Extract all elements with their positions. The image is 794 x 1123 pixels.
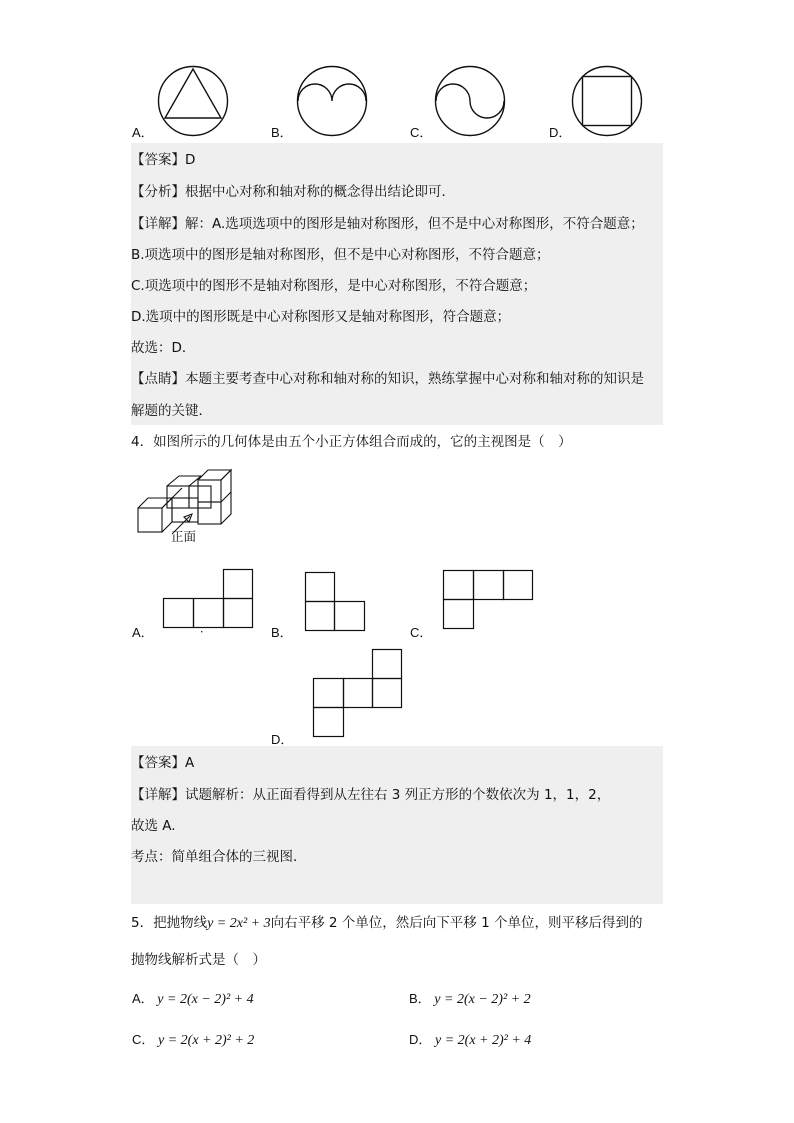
q3-detail-3: C.项选项中的图形不是轴对称图形，是中心对称图形，不符合题意； xyxy=(131,278,537,294)
q4-option-a-label: A． xyxy=(132,625,154,640)
q4-answer: 【答案】A xyxy=(131,755,195,771)
q3-figure-b xyxy=(296,65,368,137)
q5-option-d xyxy=(409,1029,531,1049)
q5-option-a xyxy=(132,988,254,1008)
q5-option-c-label: C． xyxy=(132,1032,155,1047)
q4-detail: 【详解】试题解析：从正面看得到从左往右 3 列正方形的个数依次为 1，1，2， xyxy=(131,787,611,803)
q5-question-line-2: 抛物线解析式是（ ） xyxy=(131,952,266,968)
q3-detail-1: 【详解】解：A.选项选项中的图形是轴对称图形，但不是中心对称图形，不符合题意； xyxy=(131,216,644,232)
q5-option-d-formula: y = 2(x + 2)² + 4 xyxy=(435,1033,532,1048)
q3-option-a-label: A． xyxy=(132,125,154,140)
q3-detail-4: D.选项中的图形既是中心对称图形又是轴对称图形，符合题意； xyxy=(131,309,511,325)
q5-option-c-formula: y = 2(x + 2)² + 2 xyxy=(158,1033,255,1048)
q5-option-c xyxy=(132,1029,254,1049)
q4-kaodian: 考点：简单组合体的三视图． xyxy=(131,849,307,865)
q4-option-c-figure xyxy=(443,570,535,632)
q4-option-d-label: D． xyxy=(271,732,294,747)
q5-option-d-label: D． xyxy=(409,1032,432,1047)
q4-option-a-stray-dot: ． xyxy=(200,623,211,635)
q3-choose: 故选：D． xyxy=(131,340,196,356)
q5-option-b-formula: y = 2(x − 2)² + 2 xyxy=(434,992,531,1007)
q4-option-b-figure xyxy=(305,572,367,634)
q5-option-b xyxy=(409,988,531,1008)
q5-question-line-1 xyxy=(131,914,642,933)
q3-figure-c xyxy=(434,65,506,137)
q5-option-a-formula: y = 2(x − 2)² + 4 xyxy=(157,992,254,1007)
q3-option-d-label: D． xyxy=(549,125,572,140)
q4-choose: 故选 A. xyxy=(131,818,176,834)
q5-question-pre: 5．把抛物线 xyxy=(131,915,208,931)
q4-question: 4．如图所示的几何体是由五个小正方体组合而成的，它的主视图是（ ） xyxy=(131,434,572,450)
q4-answer-block xyxy=(131,746,663,904)
q3-analysis: 【分析】根据中心对称和轴对称的概念得出结论即可． xyxy=(131,184,455,200)
q3-comment-1: 【点睛】本题主要考查中心对称和轴对称的知识，熟练掌握中心对称和轴对称的知识是 xyxy=(131,371,644,387)
q5-option-a-label: A． xyxy=(132,991,154,1006)
q5-option-b-label: B． xyxy=(409,991,431,1006)
q3-option-c-label: C． xyxy=(410,125,433,140)
q3-comment-2: 解题的关键． xyxy=(131,403,212,419)
q5-question-post: 向右平移 2 个单位，然后向下平移 1 个单位，则平移后得到的 xyxy=(270,915,643,931)
q5-question-formula: y = 2x² + 3 xyxy=(207,916,271,931)
q3-figure-a xyxy=(157,65,229,137)
q4-option-b-label: B． xyxy=(271,625,293,640)
q4-option-d-figure xyxy=(313,649,405,741)
q3-answer: 【答案】D xyxy=(131,152,196,168)
q4-front-label: 正面 xyxy=(171,529,197,544)
q3-option-b-label: B． xyxy=(271,125,293,140)
q4-option-c-label: C． xyxy=(410,625,433,640)
q3-figure-d xyxy=(571,65,643,137)
q3-detail-2: B.项选项中的图形是轴对称图形，但不是中心对称图形，不符合题意； xyxy=(131,247,550,263)
